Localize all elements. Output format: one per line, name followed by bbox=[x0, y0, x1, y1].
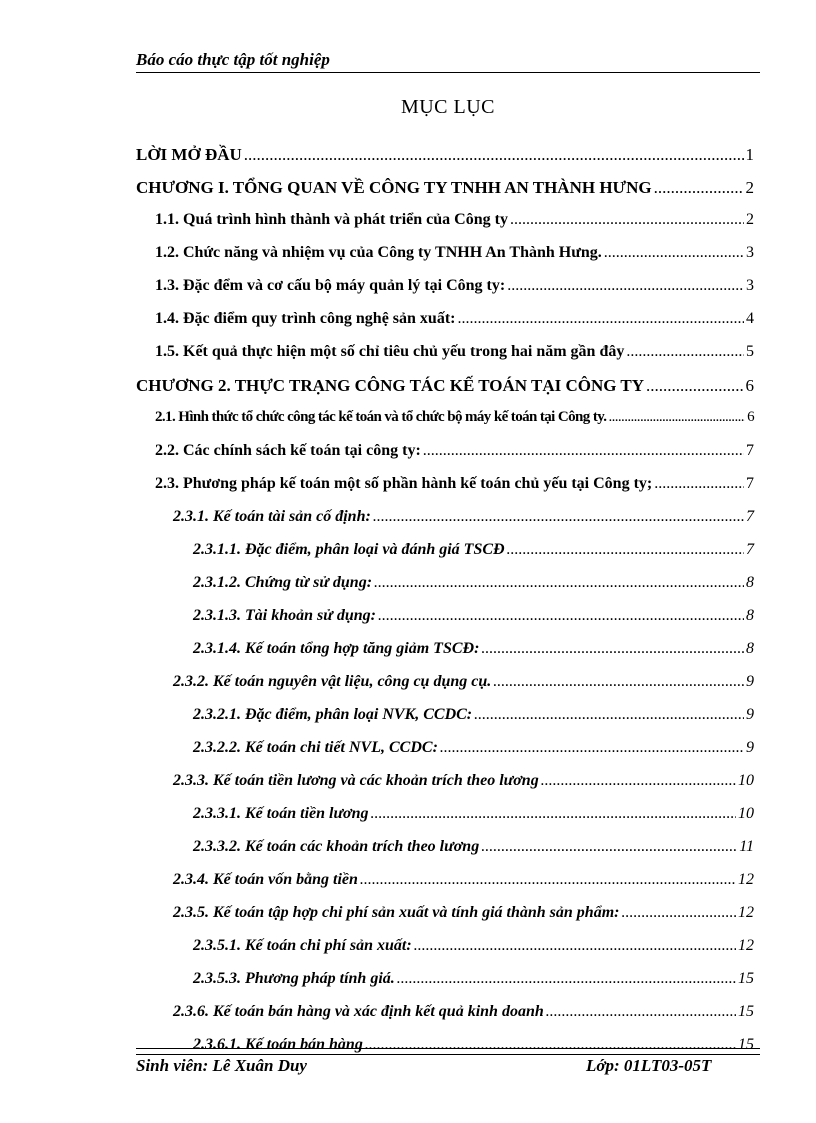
toc-entry[interactable] bbox=[0, 475, 816, 499]
toc-leader-dots bbox=[541, 772, 736, 790]
toc-entry-label: 2.3.2. Kế toán nguyên vật liệu, công cụ dụng cụ. bbox=[173, 673, 492, 690]
toc-page-number: 7 bbox=[746, 442, 754, 459]
toc-page-number: 9 bbox=[746, 706, 754, 723]
toc-page-number: 8 bbox=[746, 574, 754, 591]
toc-page-number: 3 bbox=[746, 244, 754, 261]
toc-entry-label: 2.3.1.1. Đặc điểm, phân loại và đánh giá TSCĐ bbox=[193, 541, 505, 558]
toc-leader-dots bbox=[373, 508, 744, 526]
toc-leader-dots bbox=[608, 409, 745, 426]
toc-entry-label: 2.3.2.2. Kế toán chi tiết NVL, CCDC: bbox=[193, 739, 438, 756]
toc-entry[interactable] bbox=[0, 706, 816, 730]
toc-leader-dots bbox=[654, 475, 744, 493]
toc-entry-label: 2.2. Các chính sách kế toán tại công ty: bbox=[155, 442, 421, 459]
toc-entry-label: LỜI MỞ ĐẦU bbox=[136, 145, 242, 164]
toc-entry-label: 1.4. Đặc điểm quy trình công nghệ sản xuất: bbox=[155, 310, 456, 327]
toc-leader-dots bbox=[244, 145, 744, 165]
toc-entry[interactable] bbox=[0, 376, 816, 400]
toc-page-number: 1 bbox=[745, 145, 754, 164]
toc-page-number: 10 bbox=[738, 805, 754, 822]
toc-leader-dots bbox=[474, 706, 744, 724]
header-title: Báo cáo thực tập tốt nghiệp bbox=[136, 50, 330, 69]
toc-page-number: 12 bbox=[738, 904, 754, 921]
toc-entry-label: 1.2. Chức năng và nhiệm vụ của Công ty TNHH An Thành Hưng. bbox=[155, 244, 602, 261]
footer-class: Lớp: 01LT03-05T bbox=[586, 1056, 712, 1075]
toc-page-number: 15 bbox=[738, 1036, 754, 1053]
toc-page-number: 3 bbox=[746, 277, 754, 294]
toc-leader-dots bbox=[621, 904, 736, 922]
toc-entry-label: 2.3.1.2. Chứng từ sử dụng: bbox=[193, 574, 373, 591]
toc-leader-dots bbox=[371, 805, 736, 823]
toc-entry-label: 1.1. Quá trình hình thành và phát triển của Công ty bbox=[155, 211, 508, 228]
toc-entry-label: 2.3.3.2. Kế toán các khoản trích theo lương bbox=[193, 838, 480, 855]
toc-entry-label: 2.3.6. Kế toán bán hàng và xác định kết quả kinh doanh bbox=[173, 1003, 544, 1020]
toc-entry[interactable] bbox=[0, 673, 816, 697]
toc-entry-label: 2.3.2.1. Đặc điểm, phân loại NVK, CCDC: bbox=[193, 706, 473, 723]
toc-leader-dots bbox=[646, 376, 743, 396]
toc-leader-dots bbox=[423, 442, 744, 460]
toc-page-number: 7 bbox=[746, 475, 754, 492]
toc-entry[interactable] bbox=[0, 739, 816, 763]
toc-entry[interactable] bbox=[0, 904, 816, 928]
toc-leader-dots bbox=[374, 574, 744, 592]
page-header bbox=[136, 50, 760, 73]
toc-entry[interactable] bbox=[0, 574, 816, 598]
toc-entry[interactable] bbox=[0, 211, 816, 235]
toc-leader-dots bbox=[493, 673, 744, 691]
toc-entry[interactable] bbox=[0, 970, 816, 994]
toc-entry[interactable] bbox=[0, 607, 816, 631]
toc-page-number: 5 bbox=[746, 343, 754, 360]
toc-entry[interactable] bbox=[0, 277, 816, 301]
toc-entry[interactable] bbox=[0, 1003, 816, 1027]
toc-page-number: 6 bbox=[747, 409, 754, 425]
toc-entry-label: 1.3. Đặc đểm và cơ cấu bộ máy quản lý tại Công ty: bbox=[155, 277, 506, 294]
toc-page-number: 15 bbox=[738, 1003, 754, 1020]
toc-page-number: 12 bbox=[738, 871, 754, 888]
toc-page-number: 2 bbox=[745, 178, 754, 197]
toc-page-number: 8 bbox=[746, 607, 754, 624]
toc-entry[interactable] bbox=[0, 541, 816, 565]
toc-page-number: 9 bbox=[746, 673, 754, 690]
toc-entry-label: 2.3.1. Kế toán tài sản cố định: bbox=[173, 508, 371, 525]
toc-page-number: 4 bbox=[746, 310, 754, 327]
toc-entry-label: 1.5. Kết quả thực hiện một số chỉ tiêu chủ yếu trong hai năm gần đây bbox=[155, 343, 625, 360]
toc-leader-dots bbox=[378, 607, 744, 625]
toc-entry[interactable] bbox=[0, 310, 816, 334]
toc-entry-label: 2.3.1.3. Tài khoản sử dụng: bbox=[193, 607, 376, 624]
toc-entry[interactable] bbox=[0, 640, 816, 664]
footer-divider bbox=[136, 1048, 760, 1055]
toc-page-number: 10 bbox=[738, 772, 754, 789]
toc-entry-label: 2.3.5.3. Phương pháp tính giá. bbox=[193, 970, 395, 987]
toc-page-number: 12 bbox=[738, 937, 754, 954]
toc-leader-dots bbox=[481, 640, 744, 658]
toc-entry-label: 2.3.5.1. Kế toán chi phí sản xuất: bbox=[193, 937, 412, 954]
toc-entry[interactable] bbox=[0, 772, 816, 796]
toc-entry[interactable] bbox=[0, 244, 816, 268]
toc-entry-label: 2.3.4. Kế toán vốn bằng tiền bbox=[173, 871, 358, 888]
toc-leader-dots bbox=[510, 211, 744, 229]
toc-entry-label: 2.3.3. Kế toán tiền lương và các khoản trích theo lương bbox=[173, 772, 539, 789]
toc-leader-dots bbox=[457, 310, 744, 328]
toc-page-number: 9 bbox=[746, 739, 754, 756]
toc-entry[interactable] bbox=[0, 343, 816, 367]
toc-entry-label: 2.3.6.1. Kế toán bán hàng bbox=[193, 1036, 363, 1053]
toc-leader-dots bbox=[414, 937, 736, 955]
page-title: MỤC LỤC bbox=[400, 96, 496, 118]
toc-entry[interactable] bbox=[0, 145, 816, 169]
toc-leader-dots bbox=[626, 343, 744, 361]
toc-entry-label: 2.3.1.4. Kế toán tổng hợp tăng giảm TSCĐ: bbox=[193, 640, 480, 657]
toc-entry-label: CHƯƠNG 2. THỰC TRẠNG CÔNG TÁC KẾ TOÁN TẠI CÔNG TY bbox=[136, 376, 645, 395]
toc-leader-dots bbox=[481, 838, 737, 856]
toc-page-number: 8 bbox=[746, 640, 754, 657]
toc-entry[interactable] bbox=[0, 805, 816, 829]
toc-leader-dots bbox=[360, 871, 736, 889]
toc-entry-label: 2.3. Phương pháp kế toán một số phần hành kế toán chủ yếu tại Công ty; bbox=[155, 475, 653, 492]
toc-leader-dots bbox=[507, 541, 744, 559]
footer-student: Sinh viên: Lê Xuân Duy bbox=[136, 1056, 307, 1075]
toc-entry-label: 2.3.3.1. Kế toán tiền lương bbox=[193, 805, 369, 822]
toc-entry[interactable] bbox=[0, 871, 816, 895]
toc-entry-label: 2.1. Hình thức tổ chức công tác kế toán và tổ chức bộ máy kế toán tại Công ty. bbox=[155, 409, 607, 425]
toc-leader-dots bbox=[604, 244, 744, 262]
toc-entry[interactable] bbox=[0, 937, 816, 961]
toc-leader-dots bbox=[654, 178, 744, 198]
toc-page-number: 11 bbox=[739, 838, 754, 855]
toc-leader-dots bbox=[440, 739, 744, 757]
toc-entry-label: CHƯƠNG I. TỔNG QUAN VỀ CÔNG TY TNHH AN THÀNH HƯNG bbox=[136, 178, 652, 197]
toc-entry[interactable] bbox=[0, 178, 816, 202]
toc-entry[interactable] bbox=[0, 508, 816, 532]
toc-page-number: 7 bbox=[746, 541, 754, 558]
toc-leader-dots bbox=[507, 277, 744, 295]
toc-entry[interactable] bbox=[0, 442, 816, 466]
toc-page-number: 6 bbox=[745, 376, 754, 395]
toc-page-number: 7 bbox=[746, 508, 754, 525]
toc-page-number: 2 bbox=[746, 211, 754, 228]
toc-entry[interactable] bbox=[0, 409, 816, 433]
toc-entry-label: 2.3.5. Kế toán tập hợp chi phí sản xuất và tính giá thành sản phẩm: bbox=[173, 904, 620, 921]
toc-leader-dots bbox=[546, 1003, 736, 1021]
toc-page-number: 15 bbox=[738, 970, 754, 987]
toc-leader-dots bbox=[397, 970, 736, 988]
toc-entry[interactable] bbox=[0, 838, 816, 862]
